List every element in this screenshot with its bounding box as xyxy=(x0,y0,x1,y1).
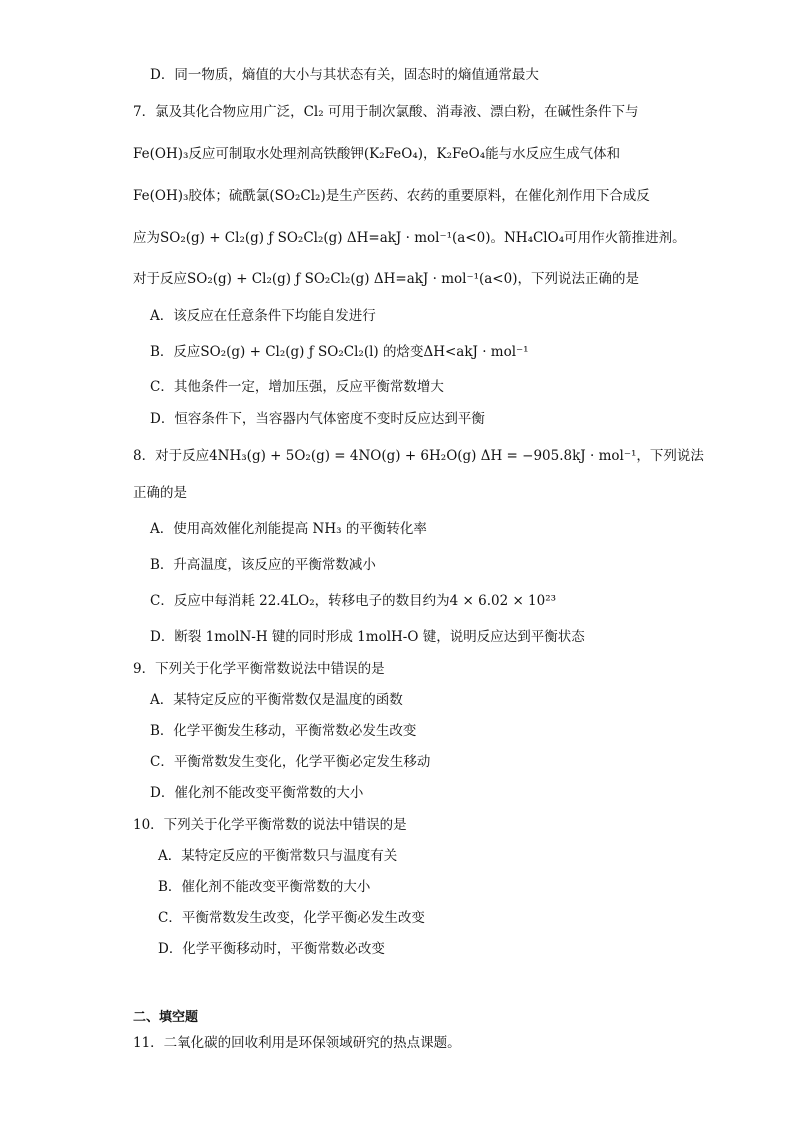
q8-option-b: B．升高温度，该反应的平衡常数减小 xyxy=(150,557,376,573)
q6-option-d: D．同一物质，熵值的大小与其状态有关，固态时的熵值通常最大 xyxy=(150,67,539,83)
q10-stem: 10．下列关于化学平衡常数的说法中错误的是 xyxy=(133,817,407,833)
q10-option-a: A．某特定反应的平衡常数只与温度有关 xyxy=(158,848,398,864)
q11-stem: 11．二氧化碳的回收利用是环保领域研究的热点课题。 xyxy=(133,1035,461,1051)
q9-option-a: A．某特定反应的平衡常数仅是温度的函数 xyxy=(150,692,403,708)
q7-option-a: A．该反应在任意条件下均能自发进行 xyxy=(150,308,376,324)
q7-stem-line-5: 对于反应SO₂(g) + Cl₂(g) ƒ SO₂Cl₂(g) ΔH=akJ · mol⁻¹(a<0)，下列说法正确的是 xyxy=(133,271,639,287)
q7-stem-line-2: Fe(OH)₃反应可制取水处理剂高铁酸钾(K₂FeO₄)，K₂FeO₄能与水反应生成气体和 xyxy=(133,146,621,162)
q8-option-d: D．断裂 1molN-H 键的同时形成 1molH-O 键，说明反应达到平衡状态 xyxy=(150,629,585,645)
q7-option-b: B．反应SO₂(g) + Cl₂(g) ƒ SO₂Cl₂(l) 的焓变ΔH<akJ · mol⁻¹ xyxy=(150,344,529,360)
q9-option-c: C．平衡常数发生变化，化学平衡必定发生移动 xyxy=(150,754,431,770)
q7-stem-line-1: 7．氯及其化合物应用广泛，Cl₂ 可用于制次氯酸、消毒液、漂白粉，在碱性条件下与 xyxy=(133,104,639,120)
q10-option-c: C．平衡常数发生改变，化学平衡必发生改变 xyxy=(158,910,425,926)
q8-option-a: A．使用高效催化剂能提高 NH₃ 的平衡转化率 xyxy=(150,521,427,537)
q8-stem-line-1: 8．对于反应4NH₃(g) + 5O₂(g) = 4NO(g) + 6H₂O(g) ΔH = −905.8kJ · mol⁻¹，下列说法 xyxy=(133,448,704,464)
q10-option-d: D．化学平衡移动时，平衡常数必改变 xyxy=(158,941,385,957)
q7-option-d: D．恒容条件下，当容器内气体密度不变时反应达到平衡 xyxy=(150,411,485,427)
q7-option-c: C．其他条件一定，增加压强，反应平衡常数增大 xyxy=(150,379,444,395)
q8-option-c: C．反应中每消耗 22.4LO₂，转移电子的数目约为4 × 6.02 × 10²³ xyxy=(150,593,557,609)
q9-option-b: B．化学平衡发生移动，平衡常数必发生改变 xyxy=(150,723,417,739)
section-heading-fill-in: 二、填空题 xyxy=(133,1010,199,1025)
q7-stem-line-3: Fe(OH)₃胶体；硫酰氯(SO₂Cl₂)是生产医药、农药的重要原料，在催化剂作用下合成反 xyxy=(133,188,650,204)
q8-stem-line-2: 正确的是 xyxy=(133,485,187,501)
q9-option-d: D．催化剂不能改变平衡常数的大小 xyxy=(150,785,364,801)
q9-stem: 9．下列关于化学平衡常数说法中错误的是 xyxy=(133,661,385,677)
q7-stem-line-4: 应为SO₂(g) + Cl₂(g) ƒ SO₂Cl₂(g) ΔH=akJ · mol⁻¹(a<0)。NH₄ClO₄可用作火箭推进剂。 xyxy=(133,230,686,246)
q10-option-b: B．催化剂不能改变平衡常数的大小 xyxy=(158,879,371,895)
